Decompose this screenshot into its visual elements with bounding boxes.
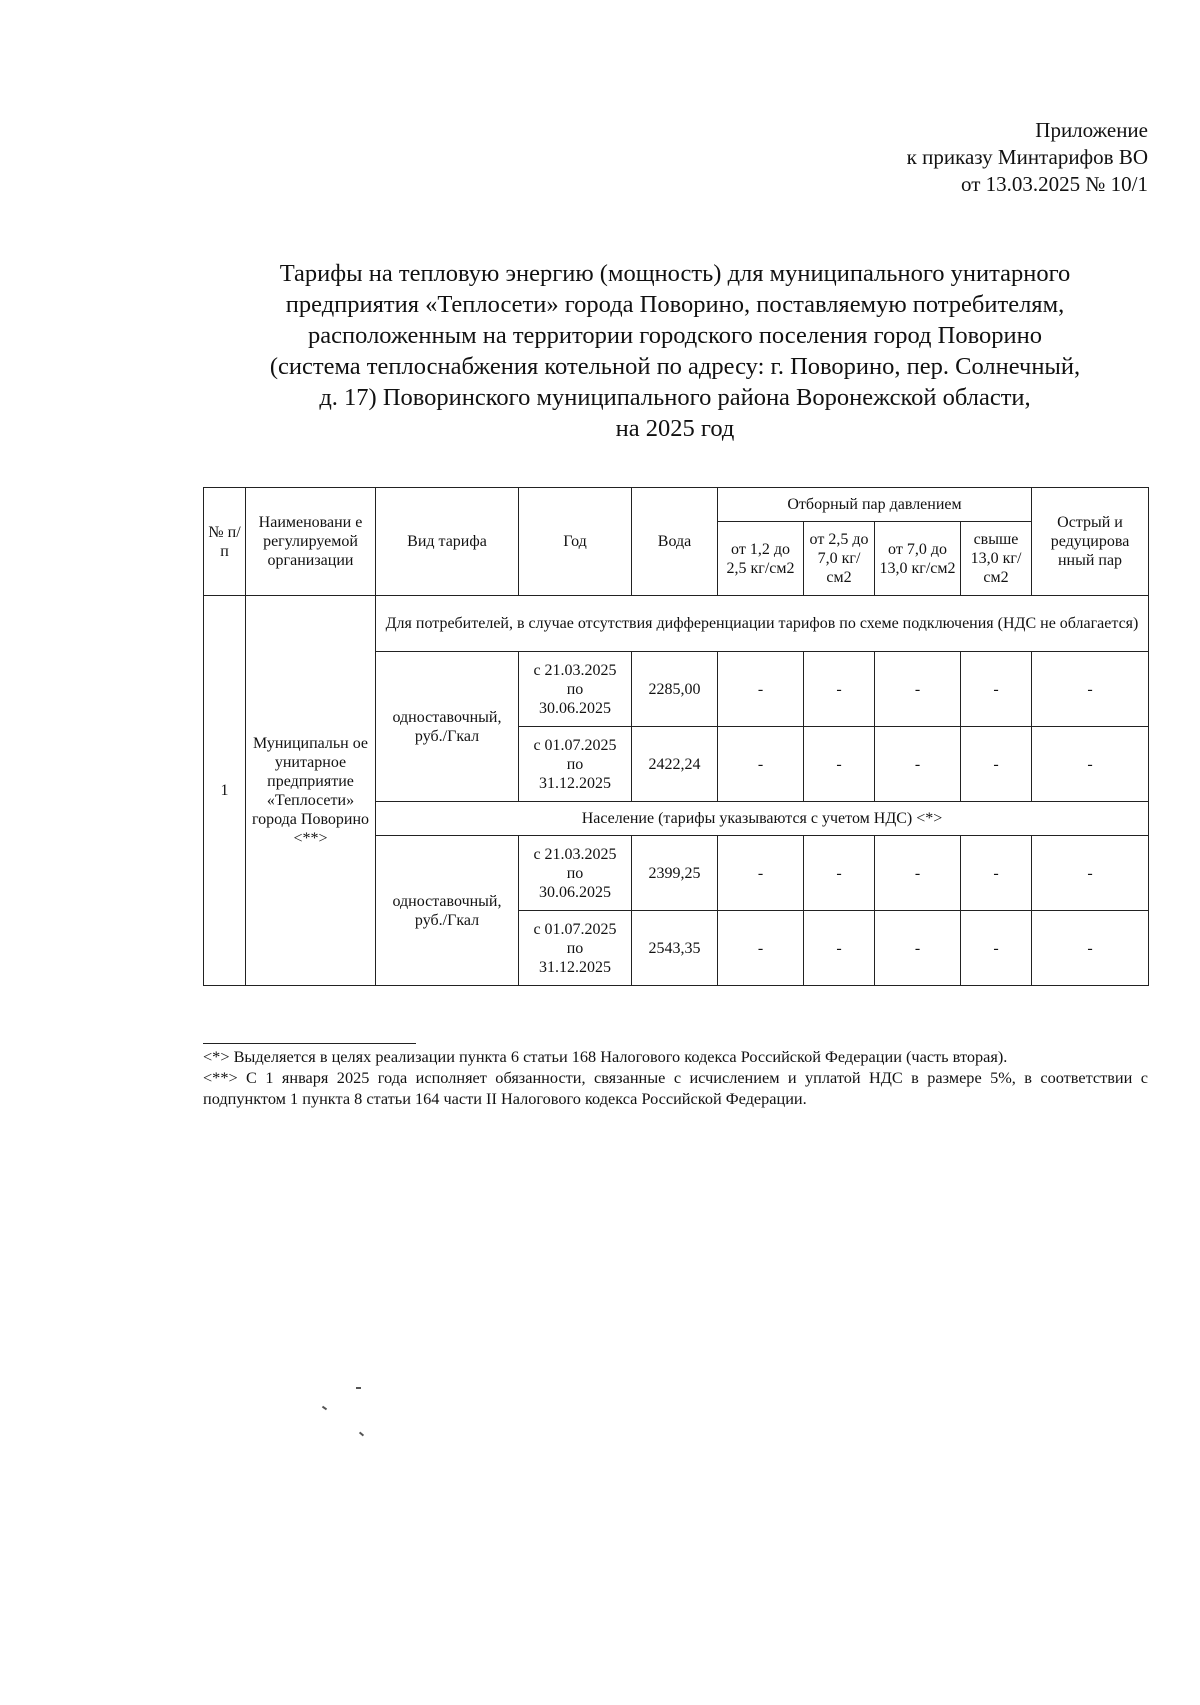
water-value: 2543,35 [632, 911, 718, 986]
period-to: 30.06.2025 [539, 699, 611, 717]
footnotes [203, 1043, 1148, 1109]
header-steam-1: от 1,2 до 2,5 кг/см2 [718, 522, 804, 596]
tariff-type: одноставочный, руб./Гкал [376, 652, 519, 802]
sharp-steam-value: - [1032, 836, 1149, 911]
period-cell [519, 911, 632, 986]
footnote-divider [203, 1043, 416, 1044]
steam-4-value: - [961, 911, 1032, 986]
header-steam-4: свыше 13,0 кг/см2 [961, 522, 1032, 596]
period-to: 31.12.2025 [539, 774, 611, 792]
header-steam-2: от 2,5 до 7,0 кг/см2 [804, 522, 875, 596]
row-number: 1 [204, 596, 246, 986]
steam-3-value: - [875, 652, 961, 727]
header-water: Вода [632, 488, 718, 596]
period-to: 31.12.2025 [539, 958, 611, 976]
steam-1-value: - [718, 911, 804, 986]
org-name: Муниципальн ое унитарное предприятие «Теплосети» города Поворино <**> [246, 596, 376, 986]
appendix-header [748, 117, 1148, 198]
appendix-order-ref: к приказу Минтарифов ВО [906, 145, 1148, 169]
tariff-table [203, 487, 1149, 986]
footnote-vat: <*> Выделяется в целях реализации пункта 6 статьи 168 Налогового кодекса Российской Федерации (часть вторая). [203, 1047, 1008, 1066]
title-line: предприятия «Теплосети» города Поворино, поставляемую потребителям, [285, 291, 1065, 318]
title-line: на 2025 год [615, 415, 735, 442]
title-line: Тарифы на тепловую энергию (мощность) для муниципального унитарного [279, 260, 1071, 287]
period-cell [519, 727, 632, 802]
steam-1-value: - [718, 727, 804, 802]
period-by: по [566, 864, 584, 882]
steam-1-value: - [718, 652, 804, 727]
steam-2-value: - [804, 836, 875, 911]
title-line: расположенным на территории городского поселения город Поворино [308, 322, 1042, 349]
sharp-steam-value: - [1032, 911, 1149, 986]
steam-3-value: - [875, 727, 961, 802]
period-by: по [566, 755, 584, 773]
title-line: д. 17) Поворинского муниципального района Воронежской области, [319, 384, 1031, 411]
steam-2-value: - [804, 652, 875, 727]
period-from: с 21.03.2025 [533, 661, 617, 679]
sharp-steam-value: - [1032, 727, 1149, 802]
scan-speck [359, 1432, 364, 1437]
title-line: (система теплоснабжения котельной по адресу: г. Поворино, пер. Солнечный, [269, 353, 1081, 380]
footnote-org: <**> С 1 января 2025 года исполняет обязанности, связанные с исчислением и уплатой НДС в размере 5%, в соответствии с подпунктом 1 пункта 8 статьи 164 части II Налогового кодекса Российской Федерации. [203, 1068, 1148, 1108]
header-steam-group: Отборный пар давлением [718, 488, 1032, 522]
header-steam-3: от 7,0 до 13,0 кг/см2 [875, 522, 961, 596]
steam-4-value: - [961, 836, 1032, 911]
appendix-label: Приложение [1035, 118, 1148, 142]
water-value: 2422,24 [632, 727, 718, 802]
period-by: по [566, 680, 584, 698]
period-cell [519, 836, 632, 911]
period-from: с 21.03.2025 [533, 845, 617, 863]
steam-4-value: - [961, 652, 1032, 727]
steam-1-value: - [718, 836, 804, 911]
section-heading: Для потребителей, в случае отсутствия дифференциации тарифов по схеме подключения (НДС не облагается) [376, 596, 1149, 652]
steam-2-value: - [804, 911, 875, 986]
period-to: 30.06.2025 [539, 883, 611, 901]
scan-speck [356, 1387, 361, 1389]
period-cell [519, 652, 632, 727]
header-year: Год [519, 488, 632, 596]
appendix-order-date: от 13.03.2025 № 10/1 [960, 172, 1148, 196]
steam-4-value: - [961, 727, 1032, 802]
section-heading: Население (тарифы указываются с учетом НДС) <*> [376, 802, 1149, 836]
document-title [200, 258, 1150, 444]
scan-speck [322, 1406, 327, 1411]
header-org: Наименовани е регулируемой организации [246, 488, 376, 596]
tariff-type: одноставочный, руб./Гкал [376, 836, 519, 986]
steam-3-value: - [875, 911, 961, 986]
period-from: с 01.07.2025 [533, 920, 617, 938]
sharp-steam-value: - [1032, 652, 1149, 727]
period-from: с 01.07.2025 [533, 736, 617, 754]
header-num: № п/п [204, 488, 246, 596]
water-value: 2399,25 [632, 836, 718, 911]
period-by: по [566, 939, 584, 957]
water-value: 2285,00 [632, 652, 718, 727]
header-tariff-type: Вид тарифа [376, 488, 519, 596]
header-sharp-steam: Острый и редуцирова нный пар [1032, 488, 1149, 596]
steam-3-value: - [875, 836, 961, 911]
steam-2-value: - [804, 727, 875, 802]
